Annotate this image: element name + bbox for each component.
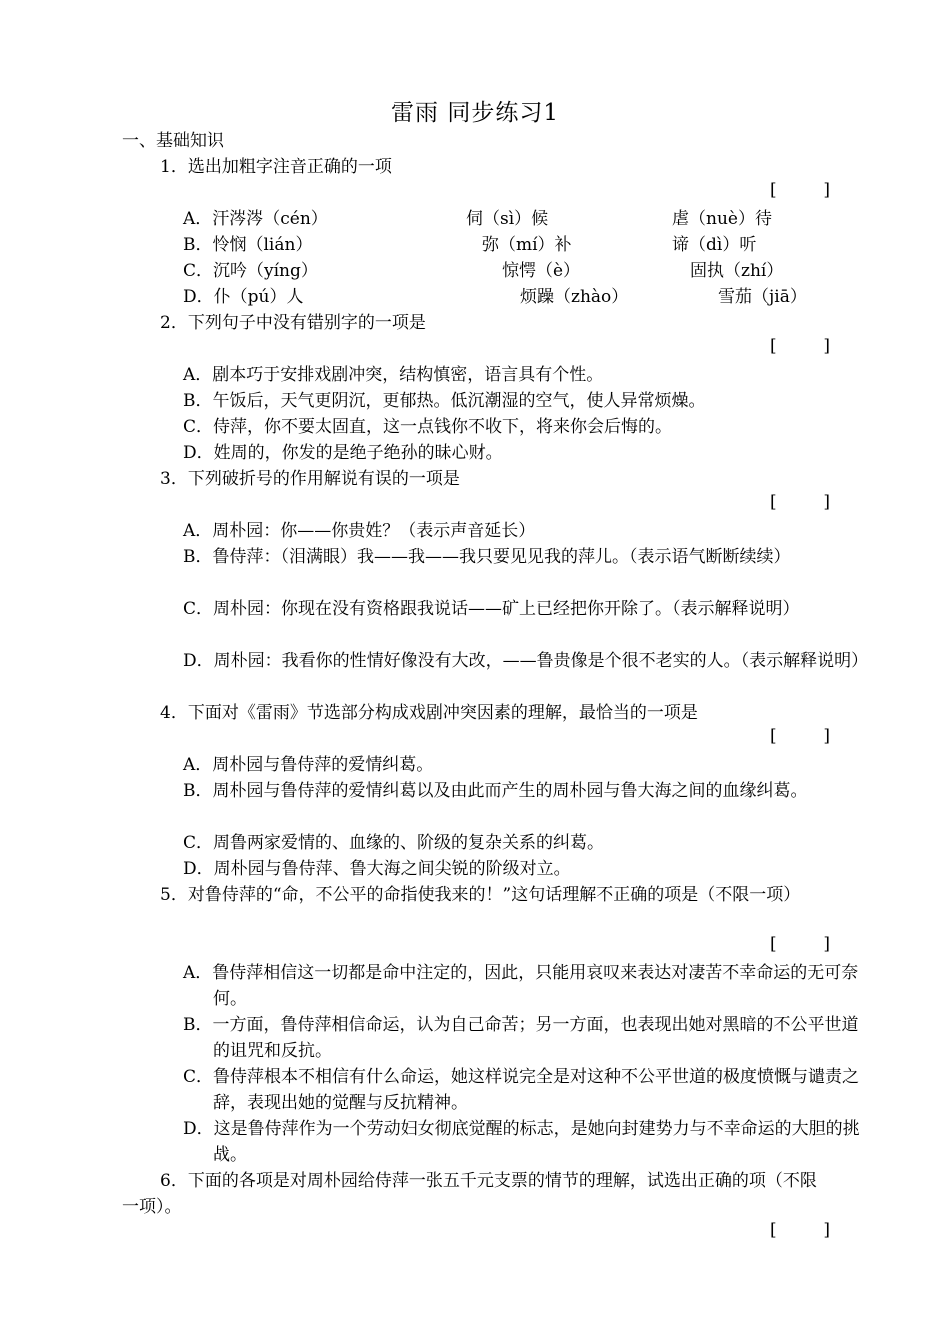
- q4-option-b: B．周朴园与鲁侍萍的爱情纠葛以及由此而产生的周朴园与鲁大海之间的血缘纠葛。: [183, 781, 808, 801]
- q1-option-c-1: C．沉吟（yíng）: [183, 261, 318, 281]
- q1-option-d-2: 烦躁（zhào）: [520, 287, 629, 307]
- q1-option-a-1: A．汗涔涔（cén）: [183, 209, 328, 229]
- bracket-right: ]: [823, 180, 830, 200]
- question-1-stem: 1．选出加粗字注音正确的一项: [160, 157, 392, 177]
- q4-option-c: C．周鲁两家爱情的、血缘的、阶级的复杂关系的纠葛。: [183, 833, 605, 853]
- bracket-left: [: [770, 180, 777, 200]
- q5-option-a: A．鲁侍萍相信这一切都是命中注定的，因此，只能用哀叹来表达对凄苦不幸命运的无可奈何。: [183, 963, 859, 1009]
- q5-option-d: D．这是鲁侍萍作为一个劳动妇女彻底觉醒的标志，是她向封建势力与不幸命运的大胆的挑战。: [183, 1119, 860, 1165]
- q2-option-c: C．侍萍，你不要太固直，这一点钱你不收下，将来你会后悔的。: [183, 417, 673, 437]
- question-6-stem: 6．下面的各项是对周朴园给侍萍一张五千元支票的情节的理解，试选出正确的项（不限一项）。: [122, 1171, 817, 1217]
- q1-option-a-2: 伺（sì）候: [466, 209, 549, 229]
- bracket-right: ]: [823, 1220, 830, 1240]
- answer-bracket-2: [770, 336, 830, 356]
- q3-option-b: B．鲁侍萍：（泪满眼）我——我——我只要见见我的萍儿。（表示语气断断续续）: [183, 547, 791, 567]
- section-heading: 一、基础知识: [122, 131, 224, 151]
- q4-option-d: D．周朴园与鲁侍萍、鲁大海之间尖锐的阶级对立。: [183, 859, 571, 879]
- q3-option-a: A．周朴园：你——你贵姓？（表示声音延长）: [183, 521, 536, 541]
- q1-option-a-3: 虐（nuè）待: [672, 209, 772, 229]
- q1-option-b-1: B．怜悯（lián）: [183, 235, 313, 255]
- question-3-stem: 3．下列破折号的作用解说有误的一项是: [160, 469, 460, 489]
- bracket-right: ]: [823, 934, 830, 954]
- q1-option-b-3: 谛（dì）听: [672, 235, 757, 255]
- bracket-right: ]: [823, 726, 830, 746]
- q1-option-c-2: 惊愕（è）: [502, 261, 581, 281]
- q2-option-d: D．姓周的，你发的是绝子绝孙的昧心财。: [183, 443, 503, 463]
- bracket-left: [: [770, 1220, 777, 1240]
- answer-bracket-6: [770, 1220, 830, 1240]
- bracket-left: [: [770, 336, 777, 356]
- q5-option-c: C．鲁侍萍根本不相信有什么命运，她这样说完全是对这种不公平世道的极度愤慨与谴责之辞，表现出她的觉醒与反抗精神。: [183, 1067, 860, 1113]
- bracket-right: ]: [823, 492, 830, 512]
- question-5-stem: 5．对鲁侍萍的“命，不公平的命指使我来的！”这句话理解不正确的项是（不限一项）: [160, 885, 801, 905]
- question-4-stem: 4．下面对《雷雨》节选部分构成戏剧冲突因素的理解，最恰当的一项是: [160, 703, 698, 723]
- answer-bracket-1: [770, 180, 830, 200]
- q1-option-b-2: 弥（mí）补: [482, 235, 572, 255]
- bracket-left: [: [770, 492, 777, 512]
- q1-option-c-3: 固执（zhí）: [690, 261, 784, 281]
- q3-option-c: C．周朴园：你现在没有资格跟我说话——矿上已经把你开除了。（表示解释说明）: [183, 599, 800, 619]
- q5-option-b: B．一方面，鲁侍萍相信命运，认为自己命苦；另一方面，也表现出她对黑暗的不公平世道的诅咒和反抗。: [183, 1015, 859, 1061]
- q1-option-d-3: 雪茄（jiā）: [718, 287, 807, 307]
- answer-bracket-5: [770, 934, 830, 954]
- q1-option-d-1: D．仆（pú）人: [183, 287, 304, 307]
- document-title: 雷雨 同步练习1: [391, 100, 559, 126]
- q3-option-d: D．周朴园：我看你的性情好像没有大改，——鲁贵像是个很不老实的人。（表示解释说明）: [183, 651, 869, 671]
- q2-option-a: A．剧本巧于安排戏剧冲突，结构慎密，语言具有个性。: [183, 365, 604, 385]
- q2-option-b: B．午饭后，天气更阴沉，更郁热。低沉潮湿的空气，使人异常烦燥。: [183, 391, 706, 411]
- answer-bracket-4: [770, 726, 830, 746]
- q4-option-a: A．周朴园与鲁侍萍的爱情纠葛。: [183, 755, 434, 775]
- bracket-right: ]: [823, 336, 830, 356]
- question-2-stem: 2．下列句子中没有错别字的一项是: [160, 313, 426, 333]
- answer-bracket-3: [770, 492, 830, 512]
- bracket-left: [: [770, 726, 777, 746]
- bracket-left: [: [770, 934, 777, 954]
